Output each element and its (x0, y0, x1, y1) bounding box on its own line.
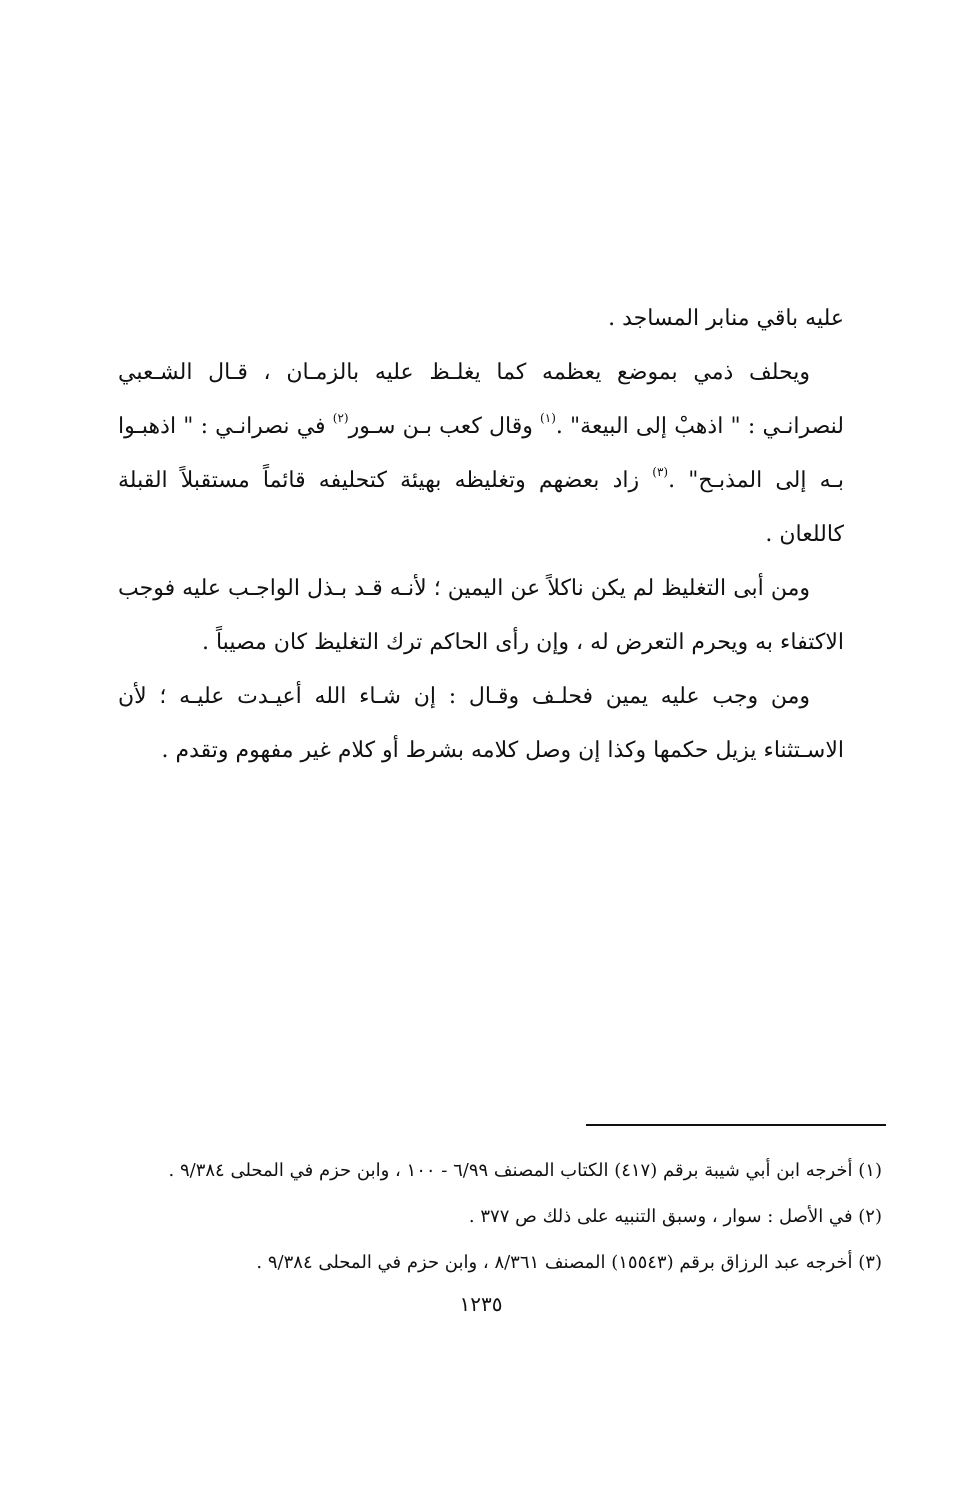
paragraph-4-line-2: يزيل حكمها وكذا إن وصل كلامه بشرط أو كلام غير مفهوم وتقدم . (161, 738, 757, 763)
paragraph-4 (118, 670, 844, 778)
footnote-3: (٣) أخرجه عبد الرزاق برقم (١٥٥٤٣) المصنف ٨/٣٦١ ، وابن حزم في المحلى ٩/٣٨٤ . (256, 1252, 882, 1273)
paragraph-3-line-1: ومن أبى التغليظ لم يكن ناكلاً عن اليمين ؛ لأنـه قـد بـذل الواجـب عليه فوجب (118, 576, 810, 601)
paragraph-3-line-2: الاكتفاء به ويحرم التعرض له ، وإن رأى الحاكم ترك التغليظ كان مصيباً . (201, 630, 844, 655)
paragraph-2 (118, 346, 844, 562)
footnote-ref-2: (٢) (332, 411, 349, 426)
footnotes (118, 1148, 882, 1286)
footnote-ref-3: (٣) (652, 465, 669, 480)
quote-bi-a: اذهبْ إلى البيعة" . (555, 414, 724, 439)
paragraph-1-line-1: عليه باقي منابر المساجد . (608, 306, 844, 331)
kaab-ibn-sur-text: وقال كعب بـن سـور (348, 414, 541, 439)
paragraph-2-line-1: ويحلف ذمي بموضع يعظمه كما يغلـظ عليه بالزمـان ، قـال الشـعبي لنصرانـي : " (118, 360, 845, 439)
page-number: ١٢٣٥ (459, 1292, 503, 1316)
footnote-2: (٢) في الأصل : سوار ، وسبق التنبيه على ذلك ص ٣٧٧ . (468, 1206, 882, 1227)
paragraph-4-line-1: ومن وجب عليه يمين فحلـف وقـال : إن شـاء الله أعيـدت عليـه ؛ لأن الاسـتثناء (118, 684, 844, 763)
footnote-separator (586, 1124, 886, 1126)
paragraph-3 (118, 562, 844, 670)
quote-madhbah: في نصرانـي : " اذهبـوا بـه إلى المذبـح" . (118, 414, 844, 493)
footnote-ref-1: (١) (540, 411, 556, 426)
main-text (118, 292, 844, 778)
paragraph-2-line-3: زاد بعضهم وتغليظه بهيئة كتحليفه قائماً مستقبلاً القبلة كاللعان . (118, 468, 844, 547)
paragraph-1 (118, 292, 844, 346)
footnote-1: (١) أخرجه ابن أبي شيبة برقم (٤١٧) الكتاب المصنف ٦/٩٩ - ١٠٠ ، وابن حزم في المحلى ٩/٣٨٤ . (168, 1160, 882, 1181)
